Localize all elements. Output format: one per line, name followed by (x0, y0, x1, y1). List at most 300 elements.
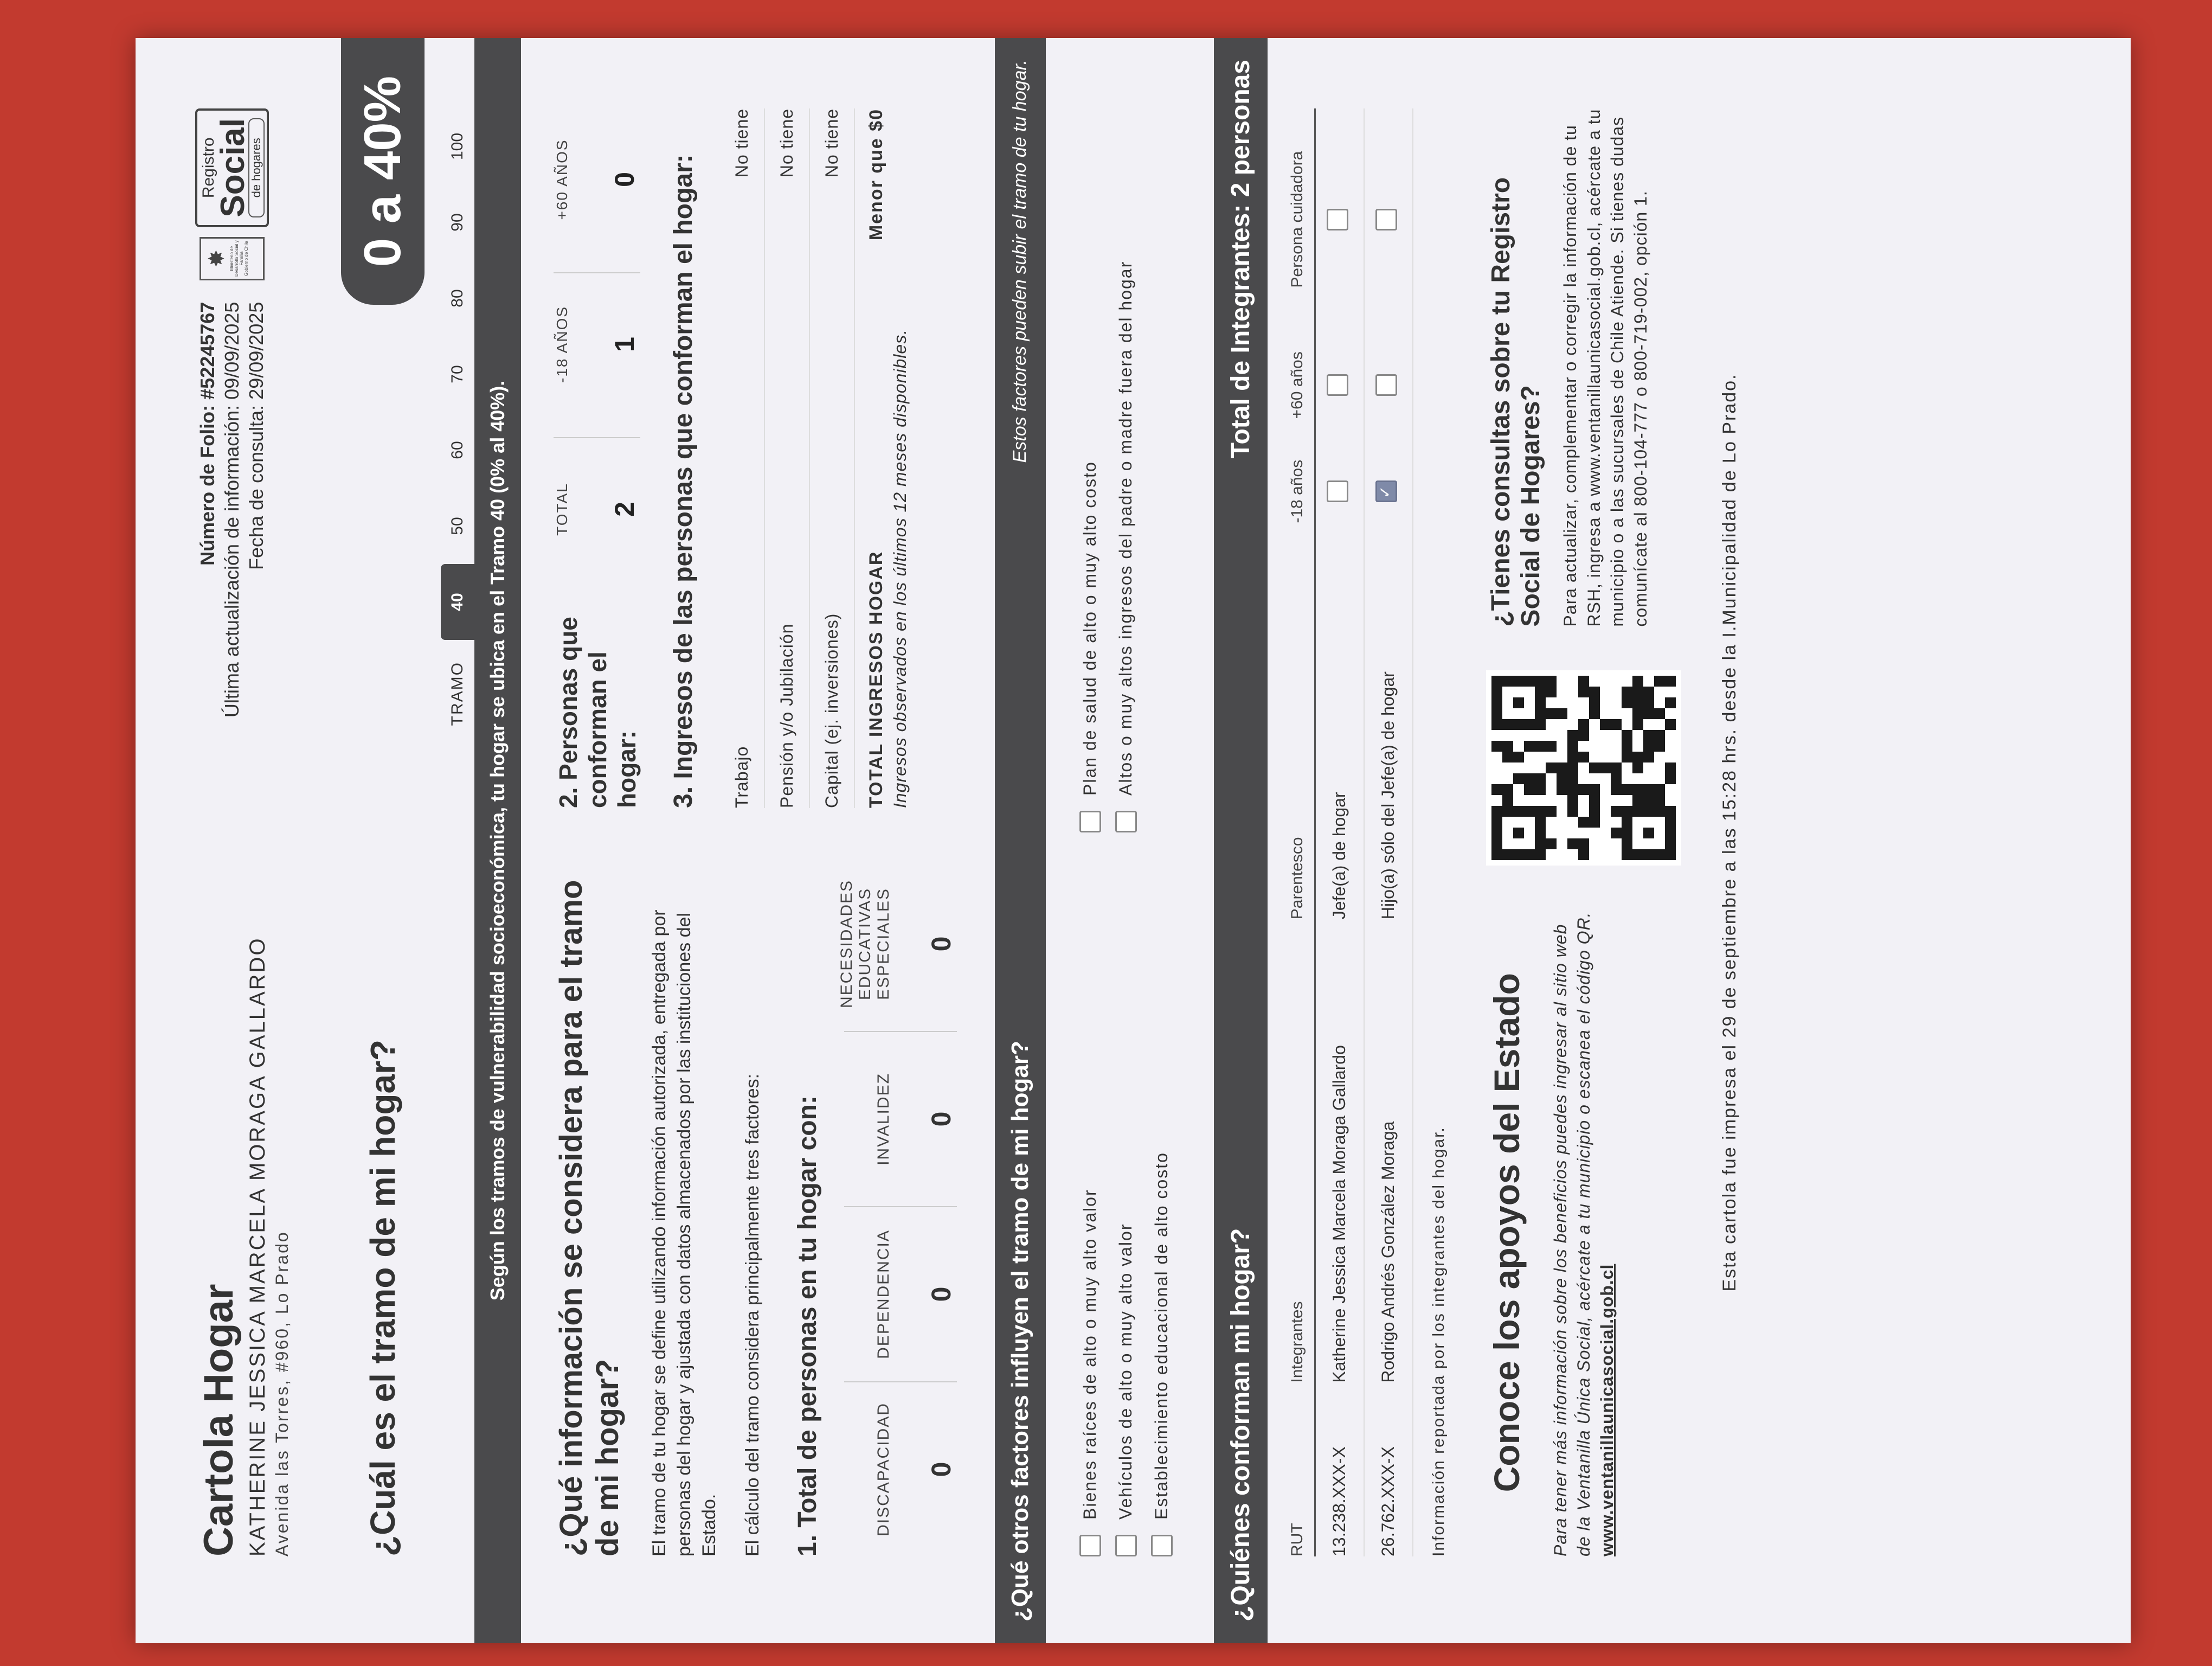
qr-module (1567, 849, 1578, 860)
printed-footer: Esta cartola fue impresa el 29 de septiembre a las 15:28 hrs. desde la I.Municipalidad de Lo Prado. (1719, 373, 1740, 1292)
qr-module (1632, 806, 1643, 817)
qr-module (1567, 795, 1578, 806)
qr-module (1589, 828, 1600, 838)
checkbox-caregiver[interactable] (1327, 209, 1348, 230)
qr-module (1611, 687, 1622, 697)
col-parentesco: Parentesco (1281, 543, 1315, 919)
income-label: Trabajo (732, 746, 751, 808)
qr-module (1643, 741, 1654, 752)
qr-module (1622, 762, 1632, 773)
qr-module (1632, 795, 1643, 806)
qr-module (1535, 741, 1546, 752)
qr-module (1557, 828, 1567, 838)
qr-module (1578, 849, 1589, 860)
qr-module (1665, 849, 1676, 860)
checkbox[interactable] (1115, 811, 1137, 832)
qr-module (1567, 697, 1578, 708)
qr-module (1632, 817, 1643, 828)
info-p1: El tramo de tu hogar se define utilizando información autorizada, entregada por personas del hogar y ajustada con datos almacenados por las instituciones del Estado. (649, 909, 720, 1556)
factor-label: Bienes raíces de alto o muy alto valor (1080, 1189, 1100, 1520)
qr-module (1622, 795, 1632, 806)
col-under18: -18 años (1281, 440, 1315, 543)
qr-module (1546, 806, 1557, 817)
info-columns (554, 108, 957, 1556)
rel-cell: Jefe(a) de hogar (1315, 543, 1364, 919)
checkbox-caregiver[interactable] (1375, 209, 1397, 230)
col-over60: +60 años (1281, 330, 1315, 440)
qr-module (1524, 784, 1535, 795)
qr-module (1665, 762, 1676, 773)
qr-module (1611, 784, 1622, 795)
qr-module (1491, 719, 1502, 730)
col-rut: RUT (1281, 1383, 1315, 1556)
qr-module (1600, 773, 1611, 784)
checkbox[interactable] (1079, 811, 1101, 832)
factores-bar (995, 38, 1046, 1643)
qr-module (1665, 708, 1676, 719)
qr-module (1535, 752, 1546, 762)
qr-module (1600, 795, 1611, 806)
qr-module (1491, 849, 1502, 860)
factores-subtitle: Estos factores pueden subir el tramo de tu hogar. (1009, 60, 1031, 463)
qr-module (1502, 697, 1513, 708)
qr-module (1491, 741, 1502, 752)
qr-module (1546, 687, 1557, 697)
qr-module (1502, 849, 1513, 860)
qr-module (1654, 838, 1665, 849)
qr-module (1578, 697, 1589, 708)
checkbox-under18[interactable] (1327, 480, 1348, 502)
holder-address: Avenida las Torres, #960, Lo Prado (272, 1231, 292, 1556)
qr-module (1654, 806, 1665, 817)
gov-ministry-text: Ministerio de Desarrollo Social y Familia (229, 240, 244, 277)
consultas-text: Para actualizar, complementar o corregir la información de tu RSH, ingresa a www.ventanillaunicasocial.gob.cl, acércate a tu municipio o a las sucursales de Chile Atiende. Si tienes dudas comunícate al 800-104-777 o 800-719-002, opción 1. (1560, 108, 1650, 627)
qr-code[interactable] (1486, 670, 1681, 866)
qr-module (1524, 795, 1535, 806)
qr-module (1557, 697, 1567, 708)
personas-col-value: 1 (609, 337, 640, 352)
income-label: Pensión y/o Jubilación (777, 623, 796, 808)
tramo-band: Según los tramos de vulnerabilidad socioeconómica, tu hogar se ubica en el Tramo 40 (0% al 40%). (474, 38, 521, 1643)
doc-title: Cartola Hogar (196, 1284, 242, 1556)
qr-module (1589, 687, 1600, 697)
qr-module (1622, 741, 1632, 752)
qr-module (1535, 784, 1546, 795)
qr-module (1502, 708, 1513, 719)
checkbox[interactable] (1079, 1535, 1101, 1556)
qr-module (1567, 687, 1578, 697)
qr-module (1535, 795, 1546, 806)
qr-module (1611, 762, 1622, 773)
qr-module (1622, 838, 1632, 849)
qr-module (1665, 773, 1676, 784)
qr-module (1578, 817, 1589, 828)
factores-title: ¿Qué otros factores influyen el tramo de mi hogar? (1006, 1041, 1033, 1622)
qr-module (1567, 741, 1578, 752)
income-row (810, 108, 855, 808)
qr-module (1546, 752, 1557, 762)
qr-module (1524, 697, 1535, 708)
qr-module (1567, 762, 1578, 773)
qr-module (1589, 849, 1600, 860)
apoyos-text: Para tener más información sobre los beneficios puedes ingresar al sitio web de la Ventanilla Única Social, acércate a tu municipio o escanea el código QR. (1550, 912, 1594, 1556)
qr-module (1654, 849, 1665, 860)
personas-col (554, 437, 640, 580)
qr-module (1557, 730, 1567, 741)
factor-item (1115, 832, 1137, 1556)
checkbox-over60[interactable] (1375, 374, 1397, 396)
registro-social-logo (195, 108, 269, 227)
qr-module (1611, 719, 1622, 730)
qr-module (1622, 806, 1632, 817)
income-row (720, 108, 765, 808)
qr-module (1491, 773, 1502, 784)
qr-module (1546, 773, 1557, 784)
qr-module (1535, 849, 1546, 860)
stat-label: NECESIDADES EDUCATIVAS ESPECIALES (837, 879, 892, 1009)
qr-module (1600, 762, 1611, 773)
qr-module (1632, 828, 1643, 838)
qr-module (1557, 719, 1567, 730)
qr-module (1546, 676, 1557, 687)
qr-module (1600, 806, 1611, 817)
qr-module (1589, 697, 1600, 708)
qr-module (1557, 708, 1567, 719)
qr-module (1535, 687, 1546, 697)
qr-module (1665, 687, 1676, 697)
qr-module (1665, 719, 1676, 730)
qr-module (1589, 773, 1600, 784)
qr-module (1665, 795, 1676, 806)
qr-module (1643, 687, 1654, 697)
qr-module (1643, 719, 1654, 730)
stat-label: INVALIDEZ (874, 1073, 892, 1165)
qr-module (1643, 838, 1654, 849)
qr-module (1654, 828, 1665, 838)
qr-module (1600, 838, 1611, 849)
qr-module (1524, 719, 1535, 730)
qr-module (1524, 762, 1535, 773)
qr-module (1535, 730, 1546, 741)
factor-item (1151, 832, 1173, 1556)
factores-left (1065, 832, 1187, 1556)
qr-module (1643, 784, 1654, 795)
qr-module (1557, 676, 1567, 687)
qr-module (1557, 838, 1567, 849)
stat-value: 0 (925, 1286, 956, 1302)
qr-module (1589, 784, 1600, 795)
qr-module (1589, 730, 1600, 741)
rut-cell: 26.762.XXX-X (1364, 1383, 1413, 1556)
stat-label: DISCAPACIDAD (874, 1402, 892, 1536)
qr-module (1567, 773, 1578, 784)
factor-item (1079, 108, 1101, 832)
qr-module (1546, 719, 1557, 730)
qr-module (1513, 741, 1524, 752)
qr-module (1546, 741, 1557, 752)
qr-module (1611, 828, 1622, 838)
integrantes-table (1281, 108, 1413, 1556)
qr-module (1491, 752, 1502, 762)
qr-module (1589, 806, 1600, 817)
cartola-page (136, 38, 2131, 1643)
qr-module (1643, 828, 1654, 838)
personas-col-label: TOTAL (554, 483, 570, 536)
document-sheet (136, 38, 2131, 1643)
factor-item (1079, 832, 1101, 1556)
qr-module (1643, 849, 1654, 860)
qr-module (1502, 676, 1513, 687)
scale-cell: 80 (448, 289, 466, 307)
qr-module (1491, 784, 1502, 795)
consultas-heading: ¿Tienes consultas sobre tu Registro Social de Hogares? (1486, 177, 1546, 627)
income-total-label: TOTAL INGRESOS HOGAR (866, 550, 886, 808)
qr-module (1600, 697, 1611, 708)
scale-cell: 100 (448, 132, 466, 161)
scale-cell: 90 (448, 213, 466, 232)
stat-item (844, 1381, 957, 1556)
stat-value: 0 (925, 936, 956, 952)
qr-module (1502, 817, 1513, 828)
col-caregiver: Persona cuidadora (1281, 108, 1315, 330)
qr-module (1524, 838, 1535, 849)
qr-module (1513, 784, 1524, 795)
qr-module (1535, 719, 1546, 730)
qr-module (1654, 795, 1665, 806)
folio-info (195, 302, 268, 717)
seal-icon: ✸ (204, 249, 229, 268)
apoyos-section (1486, 108, 1681, 1556)
qr-module (1535, 773, 1546, 784)
header (195, 108, 292, 1556)
factor-label: Altos o muy altos ingresos del padre o madre fuera del hogar (1116, 260, 1136, 796)
rut-cell: 13.238.XXX-X (1315, 1383, 1364, 1556)
qr-module (1643, 806, 1654, 817)
qr-module (1578, 784, 1589, 795)
scale-cell: 40 (441, 564, 474, 640)
checkbox[interactable] (1115, 1535, 1137, 1556)
qr-module (1578, 838, 1589, 849)
scale-cell: 60 (448, 441, 466, 459)
qr-module (1513, 773, 1524, 784)
qr-module (1491, 806, 1502, 817)
qr-module (1535, 806, 1546, 817)
qr-module (1578, 719, 1589, 730)
qr-module (1524, 687, 1535, 697)
qr-module (1513, 752, 1524, 762)
qr-module (1622, 676, 1632, 687)
factores-right (1065, 108, 1187, 832)
qr-module (1567, 676, 1578, 687)
qr-module (1567, 719, 1578, 730)
qr-module (1654, 773, 1665, 784)
qr-module (1643, 708, 1654, 719)
info-heading: ¿Qué información se considera para el tramo de mi hogar? (554, 880, 625, 1556)
qr-module (1502, 773, 1513, 784)
qr-module (1502, 806, 1513, 817)
gov-text: Gobierno de Chile (243, 241, 249, 276)
qr-module (1632, 708, 1643, 719)
qr-module (1611, 806, 1622, 817)
qr-module (1622, 828, 1632, 838)
qr-module (1600, 708, 1611, 719)
qr-module (1643, 817, 1654, 828)
qr-module (1611, 708, 1622, 719)
qr-module (1524, 741, 1535, 752)
logo-hogares: de hogares (248, 118, 265, 217)
qr-module (1491, 838, 1502, 849)
qr-module (1600, 719, 1611, 730)
qr-module (1502, 752, 1513, 762)
qr-module (1546, 817, 1557, 828)
qr-module (1491, 828, 1502, 838)
qr-module (1632, 687, 1643, 697)
qr-module (1589, 752, 1600, 762)
qr-module (1502, 719, 1513, 730)
qr-module (1643, 773, 1654, 784)
factor-label: Establecimiento educacional de alto costo (1152, 1152, 1172, 1520)
qr-module (1502, 762, 1513, 773)
qr-module (1567, 828, 1578, 838)
qr-module (1622, 730, 1632, 741)
qr-module (1557, 752, 1567, 762)
qr-module (1513, 687, 1524, 697)
qr-module (1491, 795, 1502, 806)
qr-module (1513, 719, 1524, 730)
stat-item (844, 1031, 957, 1206)
col-integrantes: Integrantes (1281, 919, 1315, 1382)
qr-module (1665, 838, 1676, 849)
qr-module (1611, 849, 1622, 860)
name-cell: Katherine Jessica Marcela Moraga Gallardo (1315, 919, 1364, 1382)
qr-module (1567, 708, 1578, 719)
qr-module (1600, 741, 1611, 752)
personas-col-label: -18 AÑOS (554, 305, 570, 383)
personas-col-label: +60 AÑOS (554, 139, 570, 220)
checkbox-over60[interactable] (1327, 374, 1348, 396)
stat-value: 0 (925, 1111, 956, 1127)
qr-module (1546, 708, 1557, 719)
qr-module (1567, 730, 1578, 741)
qr-module (1513, 849, 1524, 860)
qr-module (1665, 817, 1676, 828)
qr-module (1632, 730, 1643, 741)
table-header-row (1281, 108, 1315, 1556)
total-heading: 1. Total de personas en tu hogar con: (793, 1095, 822, 1556)
qr-module (1502, 730, 1513, 741)
name-cell: Rodrigo Andrés González Moraga (1364, 919, 1413, 1382)
qr-module (1557, 849, 1567, 860)
checkbox-under18[interactable] (1375, 480, 1397, 502)
qr-module (1535, 708, 1546, 719)
qr-module (1622, 752, 1632, 762)
qr-module (1557, 762, 1567, 773)
qr-module (1513, 730, 1524, 741)
qr-module (1611, 817, 1622, 828)
qr-module (1557, 806, 1567, 817)
qr-module (1600, 784, 1611, 795)
apoyos-link[interactable]: www.ventanillaunicasocial.gob.cl (1597, 1264, 1617, 1556)
qr-module (1600, 752, 1611, 762)
qr-module (1611, 676, 1622, 687)
qr-module (1578, 676, 1589, 687)
qr-module (1524, 752, 1535, 762)
qr-module (1578, 708, 1589, 719)
qr-module (1513, 817, 1524, 828)
qr-module (1491, 697, 1502, 708)
qr-module (1632, 676, 1643, 687)
personas-label: 2. Personas que conforman el hogar: (554, 617, 641, 808)
qr-module (1557, 773, 1567, 784)
qr-module (1611, 795, 1622, 806)
qr-module (1654, 762, 1665, 773)
table-row (1315, 108, 1364, 1556)
income-note: Ingresos observados en los últimos 12 meses disponibles. (890, 329, 910, 808)
qr-module (1491, 817, 1502, 828)
personas-col (554, 272, 640, 415)
qr-module (1622, 697, 1632, 708)
qr-module (1632, 697, 1643, 708)
qr-module (1502, 741, 1513, 752)
income-value: No tiene (777, 108, 796, 178)
qr-module (1524, 849, 1535, 860)
qr-module (1643, 730, 1654, 741)
income-label: Capital (ej. inversiones) (822, 613, 841, 808)
stat-item (837, 857, 957, 1031)
qr-module (1600, 676, 1611, 687)
qr-module (1622, 849, 1632, 860)
qr-module (1578, 795, 1589, 806)
info-left (554, 857, 957, 1556)
qr-module (1546, 838, 1557, 849)
qr-module (1611, 730, 1622, 741)
qr-module (1665, 676, 1676, 687)
qr-module (1632, 762, 1643, 773)
qr-module (1513, 838, 1524, 849)
qr-module (1654, 817, 1665, 828)
qr-module (1524, 773, 1535, 784)
consult-date: Fecha de consulta: 29/09/2025 (245, 302, 267, 571)
factor-label: Vehículos de alto o muy alto valor (1116, 1223, 1136, 1520)
qr-module (1600, 730, 1611, 741)
checkbox[interactable] (1151, 1535, 1173, 1556)
qr-module (1665, 730, 1676, 741)
qr-module (1567, 838, 1578, 849)
qr-module (1654, 708, 1665, 719)
tramo-row (341, 76, 425, 1556)
qr-module (1654, 687, 1665, 697)
qr-module (1643, 762, 1654, 773)
scale-cell: 50 (448, 517, 466, 535)
qr-module (1557, 795, 1567, 806)
qr-module (1632, 741, 1643, 752)
qr-module (1665, 741, 1676, 752)
logo-group (195, 108, 269, 280)
qr-module (1557, 687, 1567, 697)
folio-number: Número de Folio: #52245767 (196, 302, 218, 566)
qr-module (1589, 838, 1600, 849)
qr-module (1611, 838, 1622, 849)
tramo-scale (441, 108, 474, 1556)
qr-module (1622, 784, 1632, 795)
qr-module (1524, 676, 1535, 687)
scale-label: TRAMO (448, 662, 466, 726)
income-value: No tiene (732, 108, 751, 178)
qr-module (1546, 730, 1557, 741)
qr-module (1502, 828, 1513, 838)
qr-module (1502, 838, 1513, 849)
qr-module (1600, 849, 1611, 860)
